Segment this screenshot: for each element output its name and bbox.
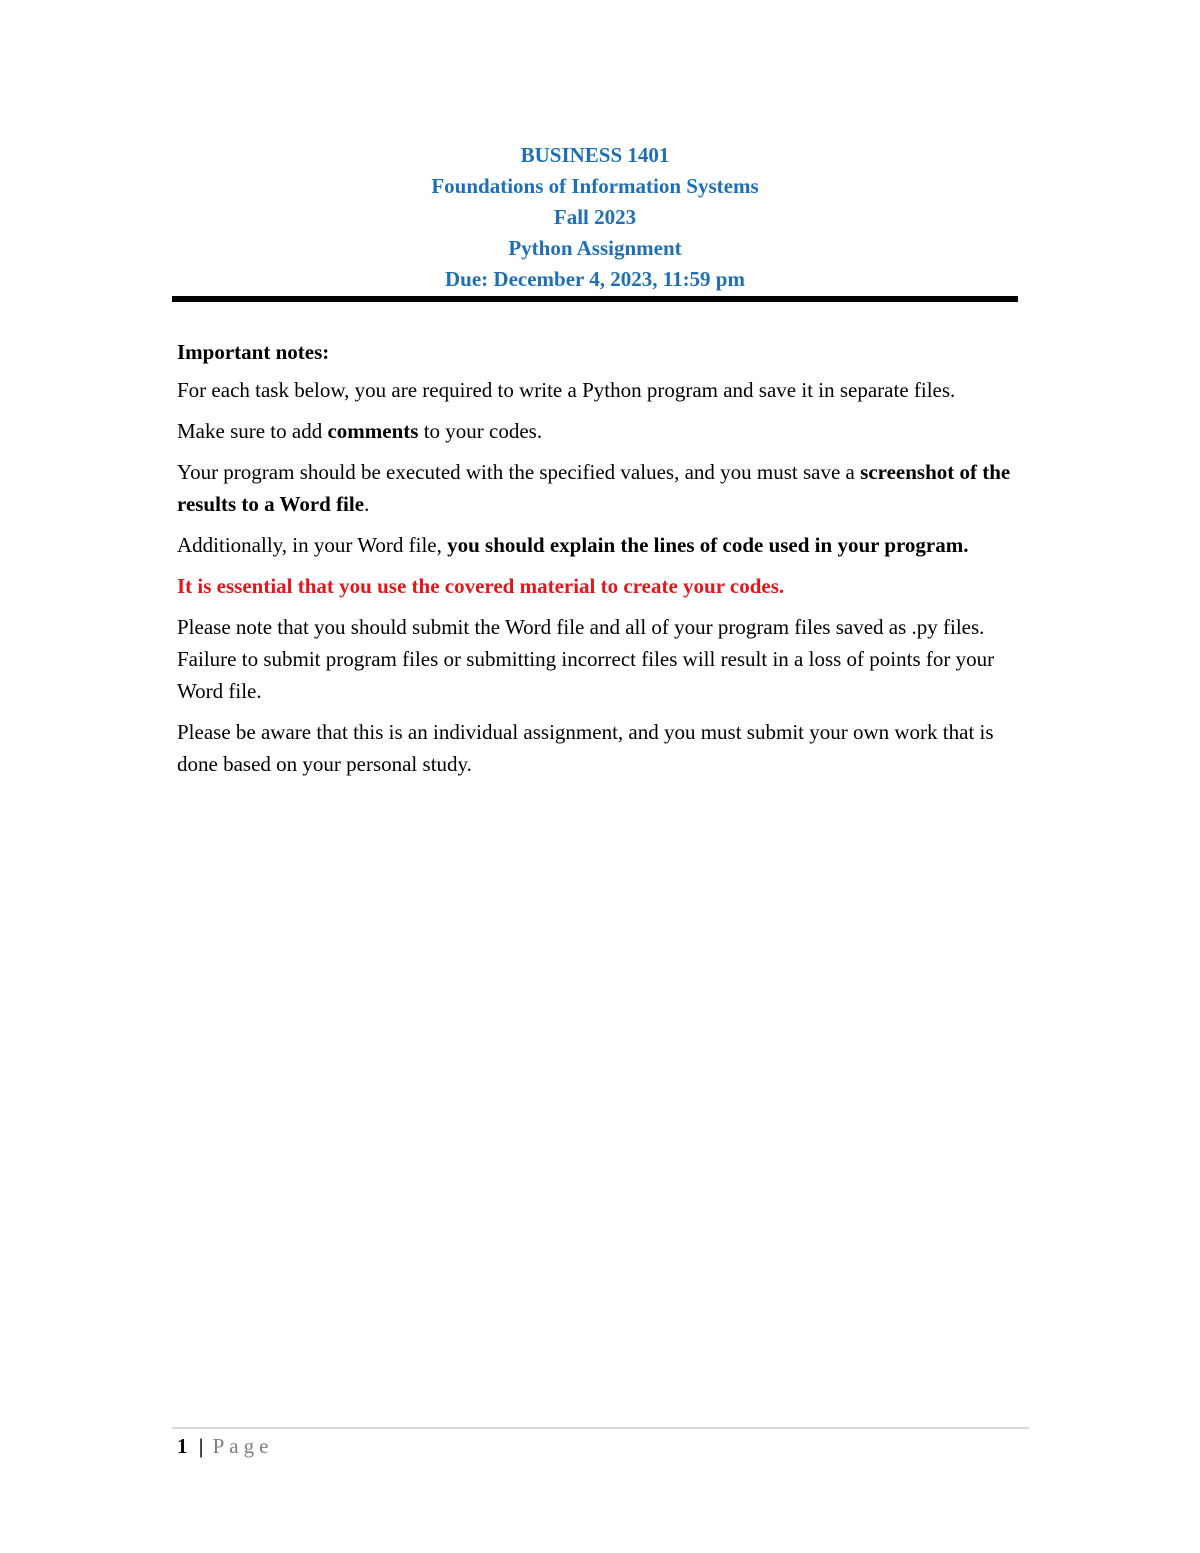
- course-title: Foundations of Information Systems: [431, 174, 759, 198]
- note-4-text: Additionally, in your Word file,: [177, 533, 448, 557]
- page-footer: [177, 1432, 273, 1460]
- note-paragraph-1: For each task below, you are required to write a Python program and save it in separate files.: [177, 378, 956, 402]
- note-2-text: Make sure to add: [177, 419, 328, 443]
- course-code: BUSINESS 1401: [520, 143, 670, 167]
- page-number: 1: [177, 1434, 188, 1458]
- note-2-text-end: to your codes.: [418, 419, 543, 443]
- note-3-bold: screenshot of the results to a Word file: [177, 460, 1011, 516]
- notes-heading: Important notes:: [177, 340, 330, 364]
- note-3-text-end: .: [364, 492, 370, 516]
- note-paragraph-2: [177, 415, 1017, 447]
- due-date: Due: December 4, 2023, 11:59 pm: [445, 267, 745, 291]
- page-label: Page: [212, 1434, 274, 1458]
- note-paragraph-6: Please note that you should submit the Word file and all of your program files saved as .py files. Failure to submit program files or submitting incorrect files will result in a loss of points for your Word file.: [177, 615, 995, 703]
- notes-section: [177, 336, 1017, 789]
- term: Fall 2023: [553, 205, 637, 229]
- document-header: [0, 140, 1190, 295]
- footer-divider: [172, 1427, 1029, 1429]
- note-paragraph-3: [177, 456, 1017, 520]
- note-4-bold: you should explain the lines of code used in your program.: [447, 533, 969, 557]
- note-paragraph-4: [177, 529, 1017, 561]
- footer-separator: |: [198, 1434, 204, 1458]
- assignment-title: Python Assignment: [508, 236, 682, 260]
- note-5-bold: It is essential that you use the covered material to create your codes.: [177, 574, 785, 598]
- note-2-bold: comments: [327, 419, 419, 443]
- note-paragraph-7: Please be aware that this is an individual assignment, and you must submit your own work that is done based on your personal study.: [177, 720, 994, 776]
- note-3-text: Your program should be executed with the specified values, and you must save a: [177, 460, 861, 484]
- note-paragraph-5-warning: [177, 570, 1017, 602]
- title-divider: [172, 296, 1018, 302]
